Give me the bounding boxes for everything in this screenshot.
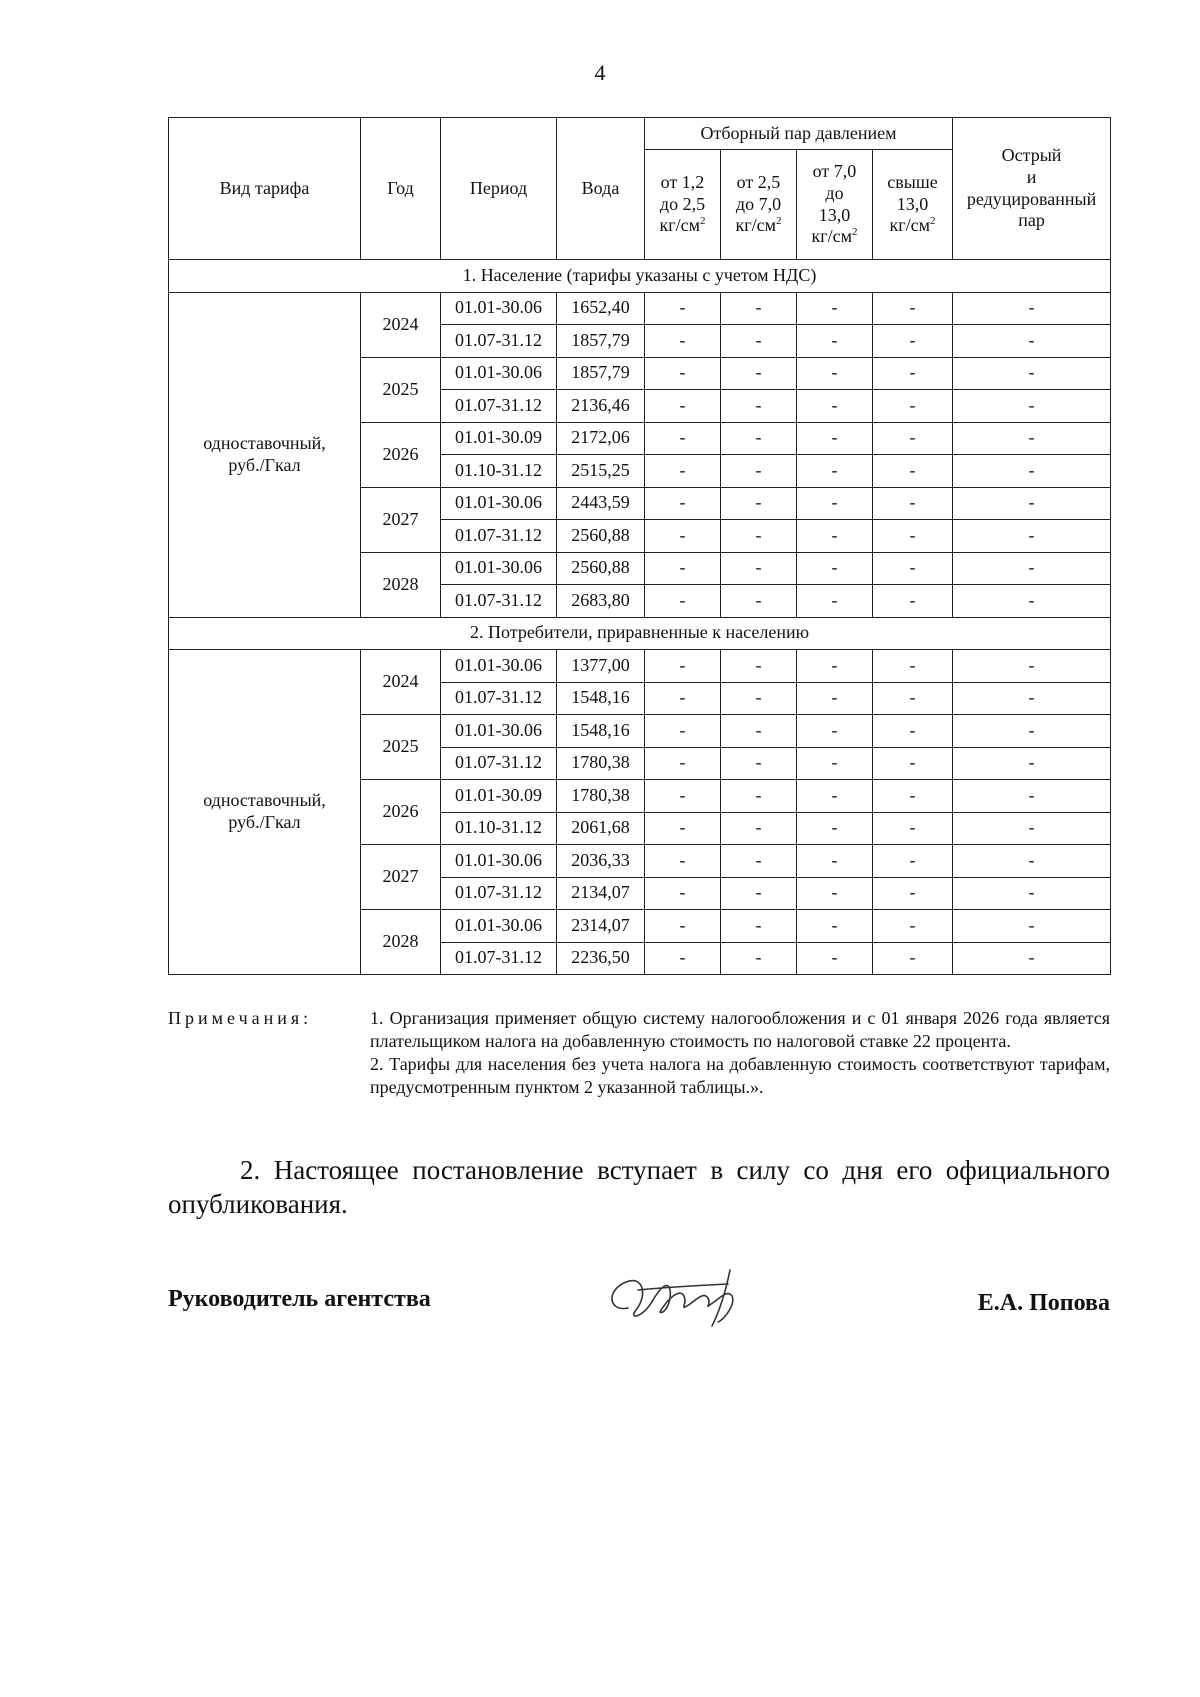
period-cell: 01.07-31.12 bbox=[441, 325, 557, 358]
dash-cell: - bbox=[873, 877, 953, 910]
dash-cell: - bbox=[953, 682, 1111, 715]
dash-cell: - bbox=[953, 942, 1111, 975]
year-cell: 2025 bbox=[361, 357, 441, 422]
dash-cell: - bbox=[797, 585, 873, 618]
header-steam-2 bbox=[721, 150, 797, 260]
dash-cell: - bbox=[645, 292, 721, 325]
table-row bbox=[169, 292, 1111, 325]
period-cell: 01.01-30.06 bbox=[441, 292, 557, 325]
header-line: пар bbox=[1018, 210, 1045, 231]
header-period: Период bbox=[441, 118, 557, 260]
dash-cell: - bbox=[953, 715, 1111, 748]
dash-cell: - bbox=[645, 747, 721, 780]
period-cell: 01.07-31.12 bbox=[441, 747, 557, 780]
unit-superscript: 2 bbox=[852, 226, 858, 239]
dash-cell: - bbox=[953, 455, 1111, 488]
dash-cell: - bbox=[645, 780, 721, 813]
dash-cell: - bbox=[645, 357, 721, 390]
dash-cell: - bbox=[645, 845, 721, 878]
dash-cell: - bbox=[953, 552, 1111, 585]
dash-cell: - bbox=[797, 390, 873, 423]
dash-cell: - bbox=[953, 845, 1111, 878]
tariff-type-cell bbox=[169, 292, 361, 617]
dash-cell: - bbox=[721, 487, 797, 520]
dash-cell: - bbox=[645, 812, 721, 845]
dash-cell: - bbox=[873, 455, 953, 488]
page-number: 4 bbox=[594, 60, 606, 85]
tariff-body bbox=[169, 260, 1111, 975]
dash-cell: - bbox=[797, 520, 873, 553]
period-cell: 01.07-31.12 bbox=[441, 682, 557, 715]
dash-cell: - bbox=[645, 910, 721, 943]
dash-cell: - bbox=[953, 422, 1111, 455]
table-row bbox=[169, 650, 1111, 683]
header-line: кг/см bbox=[659, 215, 700, 236]
dash-cell: - bbox=[721, 520, 797, 553]
dash-cell: - bbox=[797, 747, 873, 780]
dash-cell: - bbox=[721, 552, 797, 585]
note-item: 2. Тарифы для населения без учета налога на добавленную стоимость соответствуют тарифам, предусмотренным пунктом 2 указанной таблицы.». bbox=[370, 1054, 1110, 1097]
header-line: от 1,2 bbox=[660, 172, 705, 193]
dash-cell: - bbox=[721, 292, 797, 325]
period-cell: 01.07-31.12 bbox=[441, 585, 557, 618]
period-cell: 01.10-31.12 bbox=[441, 455, 557, 488]
notes-body bbox=[370, 1007, 1110, 1099]
dash-cell: - bbox=[873, 812, 953, 845]
dash-cell: - bbox=[953, 487, 1111, 520]
header-water: Вода bbox=[557, 118, 645, 260]
dash-cell: - bbox=[645, 650, 721, 683]
dash-cell: - bbox=[873, 910, 953, 943]
dash-cell: - bbox=[873, 325, 953, 358]
dash-cell: - bbox=[873, 487, 953, 520]
water-cell: 2134,07 bbox=[557, 877, 645, 910]
dash-cell: - bbox=[721, 910, 797, 943]
tariff-type-line: одноставочный, bbox=[203, 432, 326, 453]
period-cell: 01.01-30.06 bbox=[441, 487, 557, 520]
period-cell: 01.07-31.12 bbox=[441, 877, 557, 910]
dash-cell: - bbox=[953, 780, 1111, 813]
water-cell: 2560,88 bbox=[557, 552, 645, 585]
period-cell: 01.07-31.12 bbox=[441, 942, 557, 975]
header-line: 13,0 bbox=[818, 204, 851, 225]
header-steam-3 bbox=[797, 150, 873, 260]
year-cell: 2024 bbox=[361, 292, 441, 357]
unit-superscript: 2 bbox=[930, 215, 936, 228]
header-line: и bbox=[1026, 166, 1037, 187]
unit-superscript: 2 bbox=[700, 215, 706, 228]
unit-superscript: 2 bbox=[776, 215, 782, 228]
period-cell: 01.01-30.09 bbox=[441, 780, 557, 813]
dash-cell: - bbox=[797, 455, 873, 488]
header-line: Острый bbox=[1001, 145, 1062, 166]
dash-cell: - bbox=[873, 520, 953, 553]
dash-cell: - bbox=[797, 325, 873, 358]
dash-cell: - bbox=[873, 585, 953, 618]
header-line: редуцированный bbox=[966, 188, 1097, 209]
dash-cell: - bbox=[721, 390, 797, 423]
period-cell: 01.01-30.06 bbox=[441, 552, 557, 585]
water-cell: 2061,68 bbox=[557, 812, 645, 845]
dash-cell: - bbox=[953, 877, 1111, 910]
year-cell: 2028 bbox=[361, 910, 441, 975]
period-cell: 01.10-31.12 bbox=[441, 812, 557, 845]
water-cell: 1377,00 bbox=[557, 650, 645, 683]
year-cell: 2027 bbox=[361, 487, 441, 552]
dash-cell: - bbox=[797, 357, 873, 390]
header-line: до 2,5 bbox=[659, 193, 706, 214]
header-steam-group: Отборный пар давлением bbox=[645, 118, 953, 150]
dash-cell: - bbox=[797, 292, 873, 325]
dash-cell: - bbox=[953, 292, 1111, 325]
water-cell: 1780,38 bbox=[557, 747, 645, 780]
dash-cell: - bbox=[645, 877, 721, 910]
dash-cell: - bbox=[645, 942, 721, 975]
note-item: 1. Организация применяет общую систему налогообложения и с 01 января 2026 года является плательщиком налога на добавленную стоимость по налоговой ставке 22 процента. bbox=[370, 1008, 1110, 1051]
period-cell: 01.07-31.12 bbox=[441, 520, 557, 553]
water-cell: 2136,46 bbox=[557, 390, 645, 423]
dash-cell: - bbox=[873, 292, 953, 325]
dash-cell: - bbox=[721, 780, 797, 813]
dash-cell: - bbox=[721, 747, 797, 780]
year-cell: 2027 bbox=[361, 845, 441, 910]
period-cell: 01.07-31.12 bbox=[441, 390, 557, 423]
handwritten-signature bbox=[598, 1260, 768, 1330]
dash-cell: - bbox=[645, 422, 721, 455]
tariff-type-line: руб./Гкал bbox=[228, 454, 301, 475]
header-sharp-steam bbox=[953, 118, 1111, 260]
header-line: от 2,5 bbox=[736, 172, 781, 193]
header-steam-1 bbox=[645, 150, 721, 260]
section-title: 1. Население (тарифы указаны с учетом НДС) bbox=[169, 260, 1111, 293]
header-line: кг/см bbox=[811, 226, 852, 247]
dash-cell: - bbox=[721, 650, 797, 683]
period-cell: 01.01-30.06 bbox=[441, 910, 557, 943]
water-cell: 1780,38 bbox=[557, 780, 645, 813]
dash-cell: - bbox=[645, 390, 721, 423]
dash-cell: - bbox=[721, 325, 797, 358]
tariff-type-line: одноставочный, bbox=[203, 790, 326, 811]
dash-cell: - bbox=[645, 715, 721, 748]
dash-cell: - bbox=[873, 715, 953, 748]
dash-cell: - bbox=[953, 520, 1111, 553]
water-cell: 1857,79 bbox=[557, 325, 645, 358]
period-cell: 01.01-30.06 bbox=[441, 357, 557, 390]
dash-cell: - bbox=[797, 422, 873, 455]
water-cell: 2172,06 bbox=[557, 422, 645, 455]
section-title: 2. Потребители, приравненные к населению bbox=[169, 617, 1111, 650]
dash-cell: - bbox=[645, 585, 721, 618]
dash-cell: - bbox=[873, 682, 953, 715]
dash-cell: - bbox=[645, 520, 721, 553]
header-steam-4 bbox=[873, 150, 953, 260]
dash-cell: - bbox=[953, 650, 1111, 683]
dash-cell: - bbox=[873, 942, 953, 975]
header-line: до 7,0 bbox=[735, 193, 782, 214]
dash-cell: - bbox=[645, 552, 721, 585]
tariff-type-cell bbox=[169, 650, 361, 975]
dash-cell: - bbox=[721, 877, 797, 910]
year-cell: 2026 bbox=[361, 780, 441, 845]
header-line: от 7,0 bbox=[812, 161, 857, 182]
water-cell: 1548,16 bbox=[557, 715, 645, 748]
dash-cell: - bbox=[873, 845, 953, 878]
dash-cell: - bbox=[797, 910, 873, 943]
year-cell: 2024 bbox=[361, 650, 441, 715]
dash-cell: - bbox=[721, 682, 797, 715]
dash-cell: - bbox=[721, 942, 797, 975]
dash-cell: - bbox=[797, 682, 873, 715]
dash-cell: - bbox=[797, 780, 873, 813]
header-line: до bbox=[825, 182, 844, 203]
dash-cell: - bbox=[953, 812, 1111, 845]
dash-cell: - bbox=[721, 357, 797, 390]
water-cell: 2036,33 bbox=[557, 845, 645, 878]
water-cell: 2683,80 bbox=[557, 585, 645, 618]
dash-cell: - bbox=[721, 715, 797, 748]
tariff-table bbox=[168, 117, 1111, 975]
notes-label: Примечания: bbox=[168, 1008, 313, 1028]
tariff-type-line: руб./Гкал bbox=[228, 812, 301, 832]
dash-cell: - bbox=[797, 650, 873, 683]
dash-cell: - bbox=[953, 390, 1111, 423]
dash-cell: - bbox=[645, 682, 721, 715]
dash-cell: - bbox=[721, 812, 797, 845]
dash-cell: - bbox=[797, 487, 873, 520]
section-row bbox=[169, 617, 1111, 650]
dash-cell: - bbox=[873, 747, 953, 780]
dash-cell: - bbox=[953, 585, 1111, 618]
dash-cell: - bbox=[721, 455, 797, 488]
year-cell: 2026 bbox=[361, 422, 441, 487]
dash-cell: - bbox=[873, 650, 953, 683]
signature-name: Е.А. Попова bbox=[977, 1290, 1110, 1316]
section-row bbox=[169, 260, 1111, 293]
header-line: кг/см bbox=[889, 215, 931, 236]
dash-cell: - bbox=[797, 942, 873, 975]
dash-cell: - bbox=[953, 325, 1111, 358]
dash-cell: - bbox=[797, 812, 873, 845]
year-cell: 2025 bbox=[361, 715, 441, 780]
water-cell: 1652,40 bbox=[557, 292, 645, 325]
water-cell: 1857,79 bbox=[557, 357, 645, 390]
dash-cell: - bbox=[873, 357, 953, 390]
water-cell: 1548,16 bbox=[557, 682, 645, 715]
water-cell: 2515,25 bbox=[557, 455, 645, 488]
dash-cell: - bbox=[953, 747, 1111, 780]
dash-cell: - bbox=[873, 552, 953, 585]
header-line: 13,0 bbox=[896, 193, 929, 214]
year-cell: 2028 bbox=[361, 552, 441, 617]
water-cell: 2560,88 bbox=[557, 520, 645, 553]
clause-text: 2. Настоящее постановление вступает в силу со дня его официального опубликования. bbox=[168, 1155, 1110, 1219]
dash-cell: - bbox=[797, 845, 873, 878]
header-line: свыше bbox=[887, 172, 938, 193]
water-cell: 2314,07 bbox=[557, 910, 645, 943]
dash-cell: - bbox=[953, 357, 1111, 390]
signature-title: Руководитель агентства bbox=[168, 1286, 431, 1312]
water-cell: 2236,50 bbox=[557, 942, 645, 975]
period-cell: 01.01-30.06 bbox=[441, 650, 557, 683]
period-cell: 01.01-30.09 bbox=[441, 422, 557, 455]
header-line: кг/см bbox=[735, 215, 776, 236]
header-year: Год bbox=[361, 118, 441, 260]
dash-cell: - bbox=[953, 910, 1111, 943]
period-cell: 01.01-30.06 bbox=[441, 715, 557, 748]
header-tariff-type: Вид тарифа bbox=[169, 118, 361, 260]
dash-cell: - bbox=[873, 780, 953, 813]
dash-cell: - bbox=[873, 422, 953, 455]
dash-cell: - bbox=[797, 552, 873, 585]
dash-cell: - bbox=[645, 487, 721, 520]
dash-cell: - bbox=[797, 877, 873, 910]
dash-cell: - bbox=[645, 325, 721, 358]
dash-cell: - bbox=[645, 455, 721, 488]
period-cell: 01.01-30.06 bbox=[441, 845, 557, 878]
dash-cell: - bbox=[721, 422, 797, 455]
dash-cell: - bbox=[721, 585, 797, 618]
signature-block bbox=[168, 1260, 1110, 1330]
dash-cell: - bbox=[873, 390, 953, 423]
dash-cell: - bbox=[797, 715, 873, 748]
dash-cell: - bbox=[721, 845, 797, 878]
water-cell: 2443,59 bbox=[557, 487, 645, 520]
